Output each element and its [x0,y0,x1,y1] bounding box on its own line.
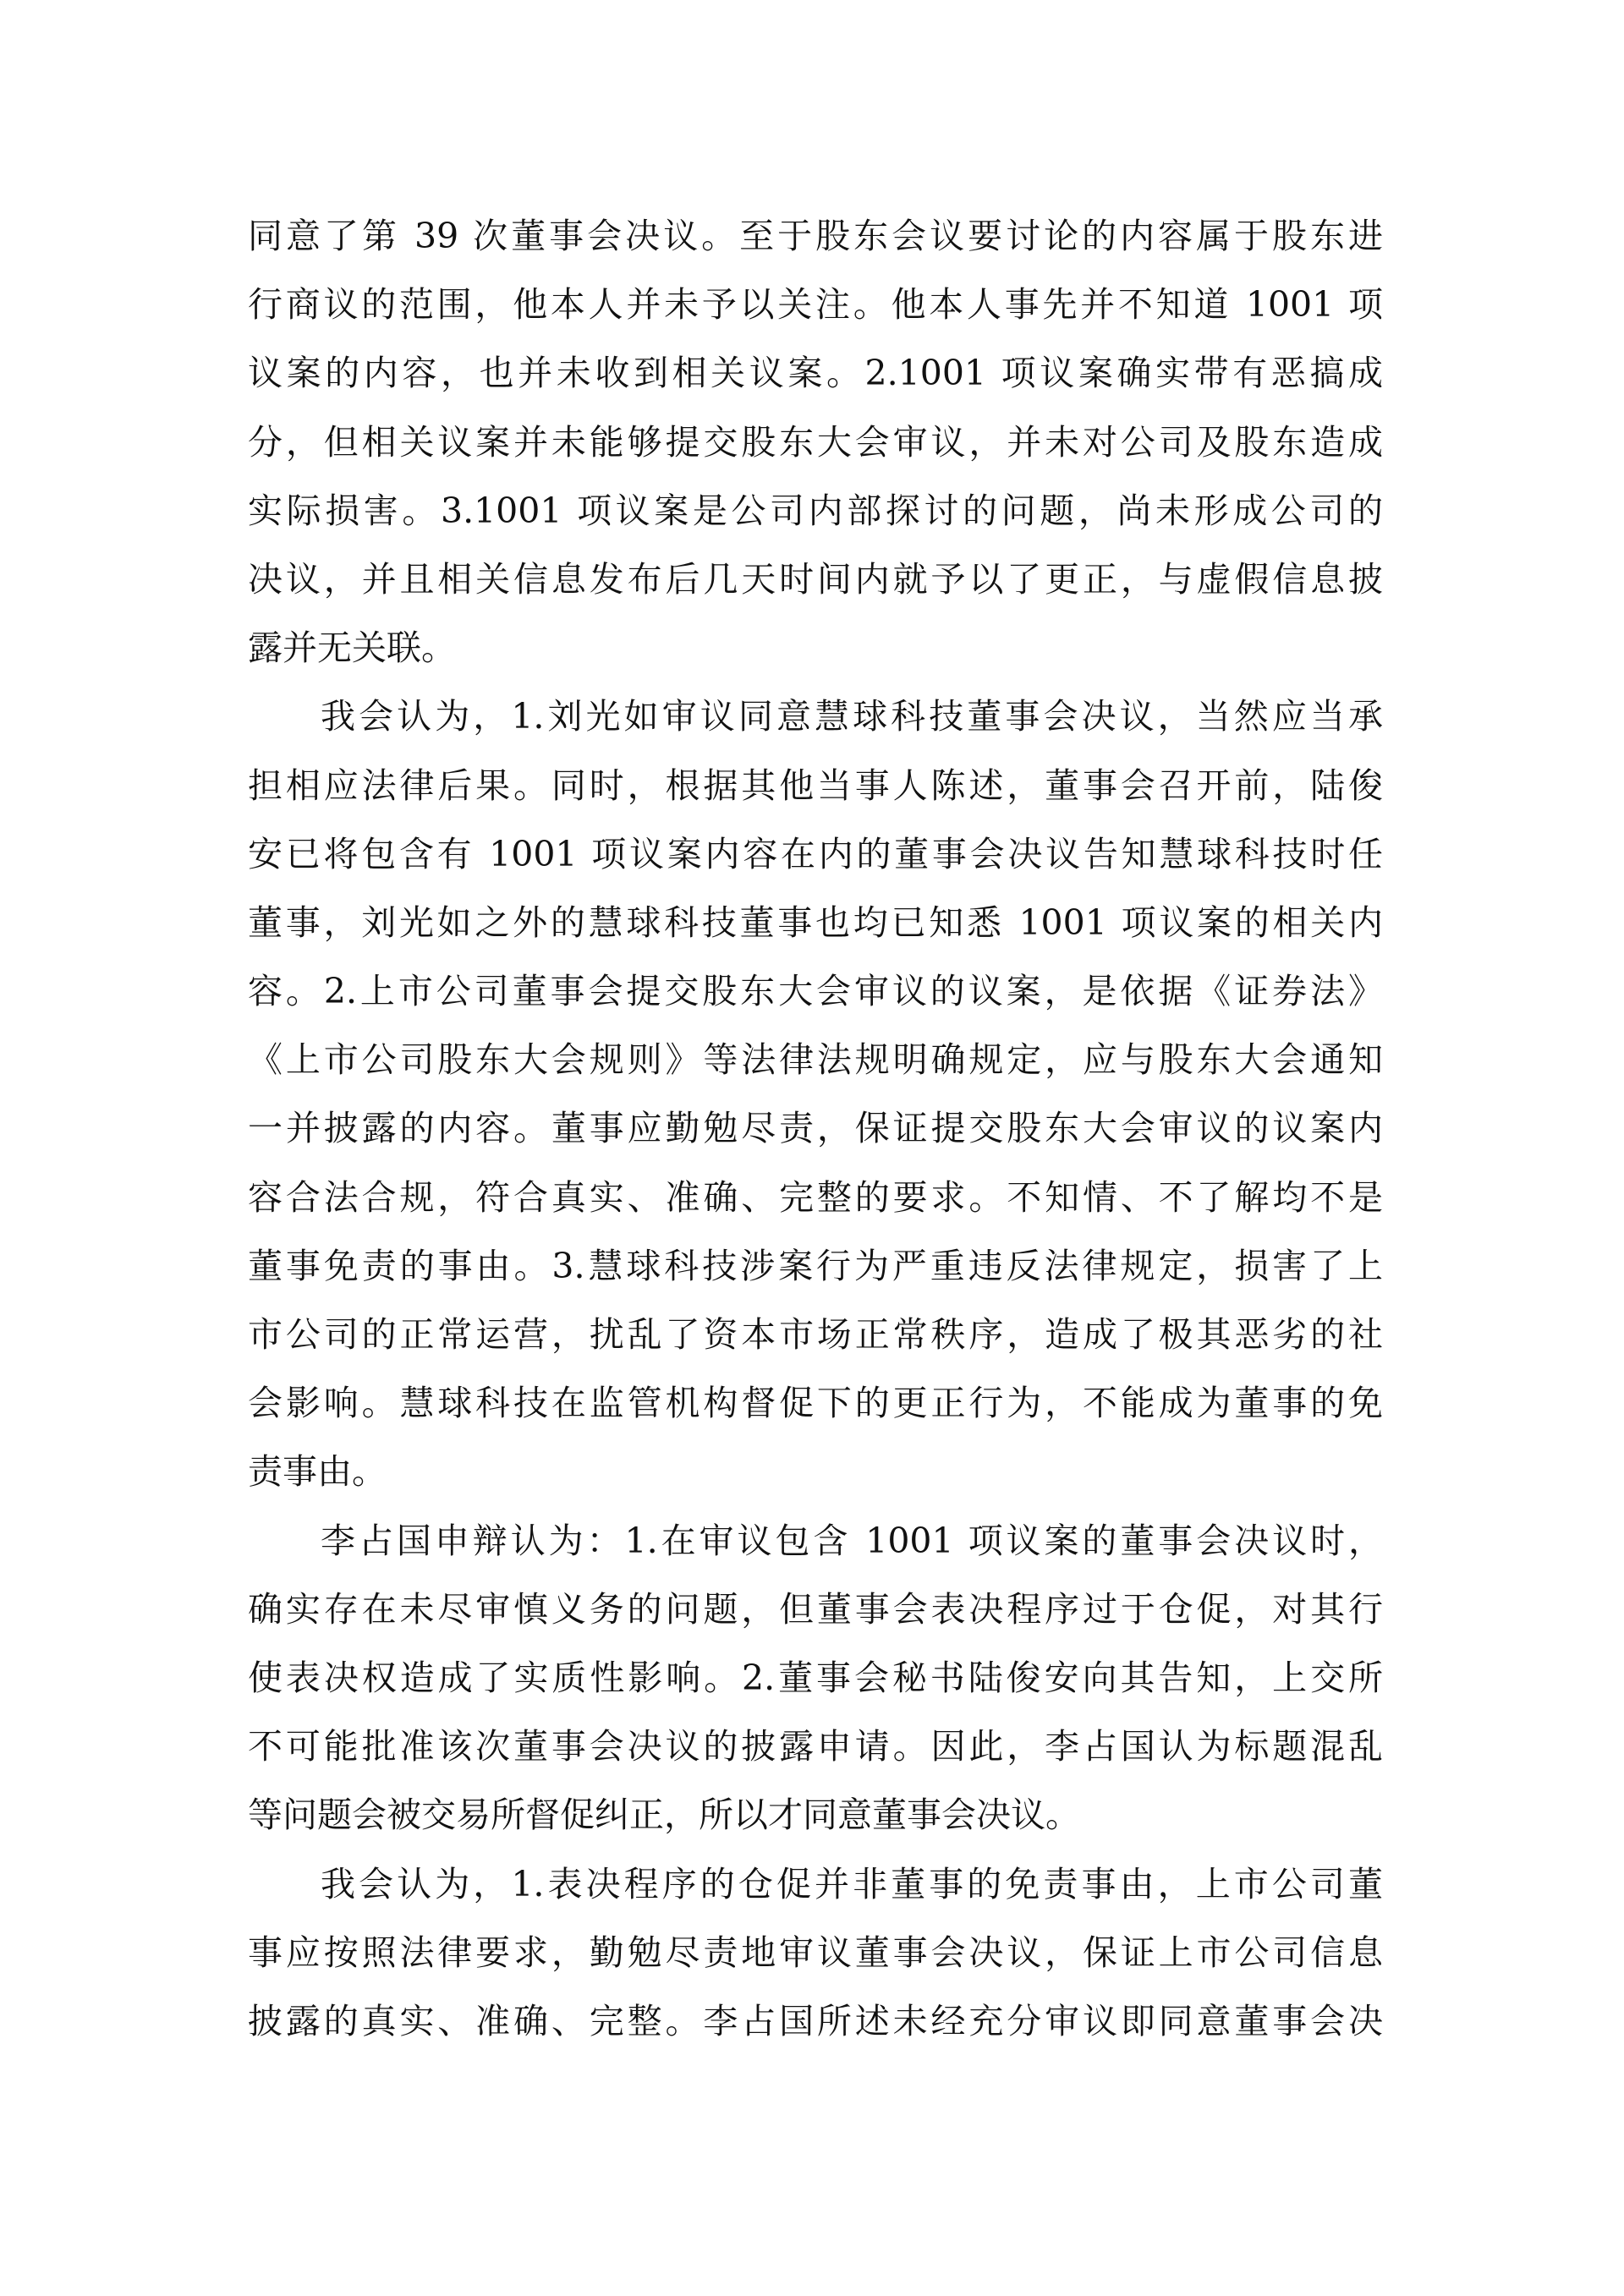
text-line: 容合法合规，符合真实、准确、完整的要求。不知情、不了解均不是 [248,1176,1383,1218]
text-line: 议案的内容，也并未收到相关议案。2.1001 项议案确实带有恶搞成 [248,353,1383,394]
text-line: 事应按照法律要求，勤勉尽责地审议董事会决议，保证上市公司信息 [248,1932,1383,1973]
text-line: 李占国申辩认为：1.在审议包含 1001 项议案的董事会决议时， [321,1520,1383,1561]
text-line: 市公司的正常运营，扰乱了资本市场正常秩序，造成了极其恶劣的社 [248,1314,1383,1355]
text-line: 同意了第 39 次董事会决议。至于股东会议要讨论的内容属于股东进 [248,216,1383,256]
text-line: 分，但相关议案并未能够提交股东大会审议，并未对公司及股东造成 [248,421,1383,463]
paragraph-li-defense [248,1514,1383,1857]
text-line: 实际损害。3.1001 项议案是公司内部探讨的问题，尚未形成公司的 [248,490,1383,531]
text-line: 担相应法律后果。同时，根据其他当事人陈述，董事会召开前，陆俊 [248,764,1383,806]
text-line: 《上市公司股东大会规则》等法律法规明确规定，应与股东大会通知 [248,1039,1383,1081]
text-line: 使表决权造成了实质性影响。2.董事会秘书陆俊安向其告知，上交所 [248,1657,1383,1698]
text-line: 容。2.上市公司董事会提交股东大会审议的议案，是依据《证券法》 [248,971,1383,1012]
text-line: 安已将包含有 1001 项议案内容在内的董事会决议告知慧球科技时任 [248,833,1383,874]
text-line: 等问题会被交易所督促纠正，所以才同意董事会决议。 [248,1795,1080,1836]
text-line: 责事由。 [248,1451,387,1493]
text-line: 行商议的范围，他本人并未予以关注。他本人事先并不知道 1001 项 [248,284,1383,326]
text-line: 露并无关联。 [248,627,456,669]
text-line: 不可能批准该次董事会决议的披露申请。因此，李占国认为标题混乱 [248,1726,1383,1767]
text-line: 确实存在未尽审慎义务的问题，但董事会表决程序过于仓促，对其行 [248,1588,1383,1630]
text-line: 披露的真实、准确、完整。李占国所述未经充分审议即同意董事会决 [248,2000,1383,2041]
text-line: 一并披露的内容。董事应勤勉尽责，保证提交股东大会审议的议案内 [248,1108,1383,1149]
text-line: 董事免责的事由。3.慧球科技涉案行为严重违反法律规定，损害了上 [248,1245,1383,1286]
text-line: 我会认为，1.表决程序的仓促并非董事的免责事由，上市公司董 [321,1863,1383,1904]
text-line: 会影响。慧球科技在监管机构督促下的更正行为，不能成为董事的免 [248,1383,1383,1424]
paragraph-director-defense [248,209,1383,689]
text-line: 董事，刘光如之外的慧球科技董事也均已知悉 1001 项议案的相关内 [248,901,1383,943]
text-line: 我会认为，1.刘光如审议同意慧球科技董事会决议，当然应当承 [321,696,1383,737]
text-line: 决议，并且相关信息发布后几天时间内就予以了更正，与虚假信息披 [248,558,1383,600]
document-body [248,209,1383,2063]
paragraph-commission-response-li [248,1857,1383,2063]
paragraph-commission-response-liu [248,689,1383,1513]
